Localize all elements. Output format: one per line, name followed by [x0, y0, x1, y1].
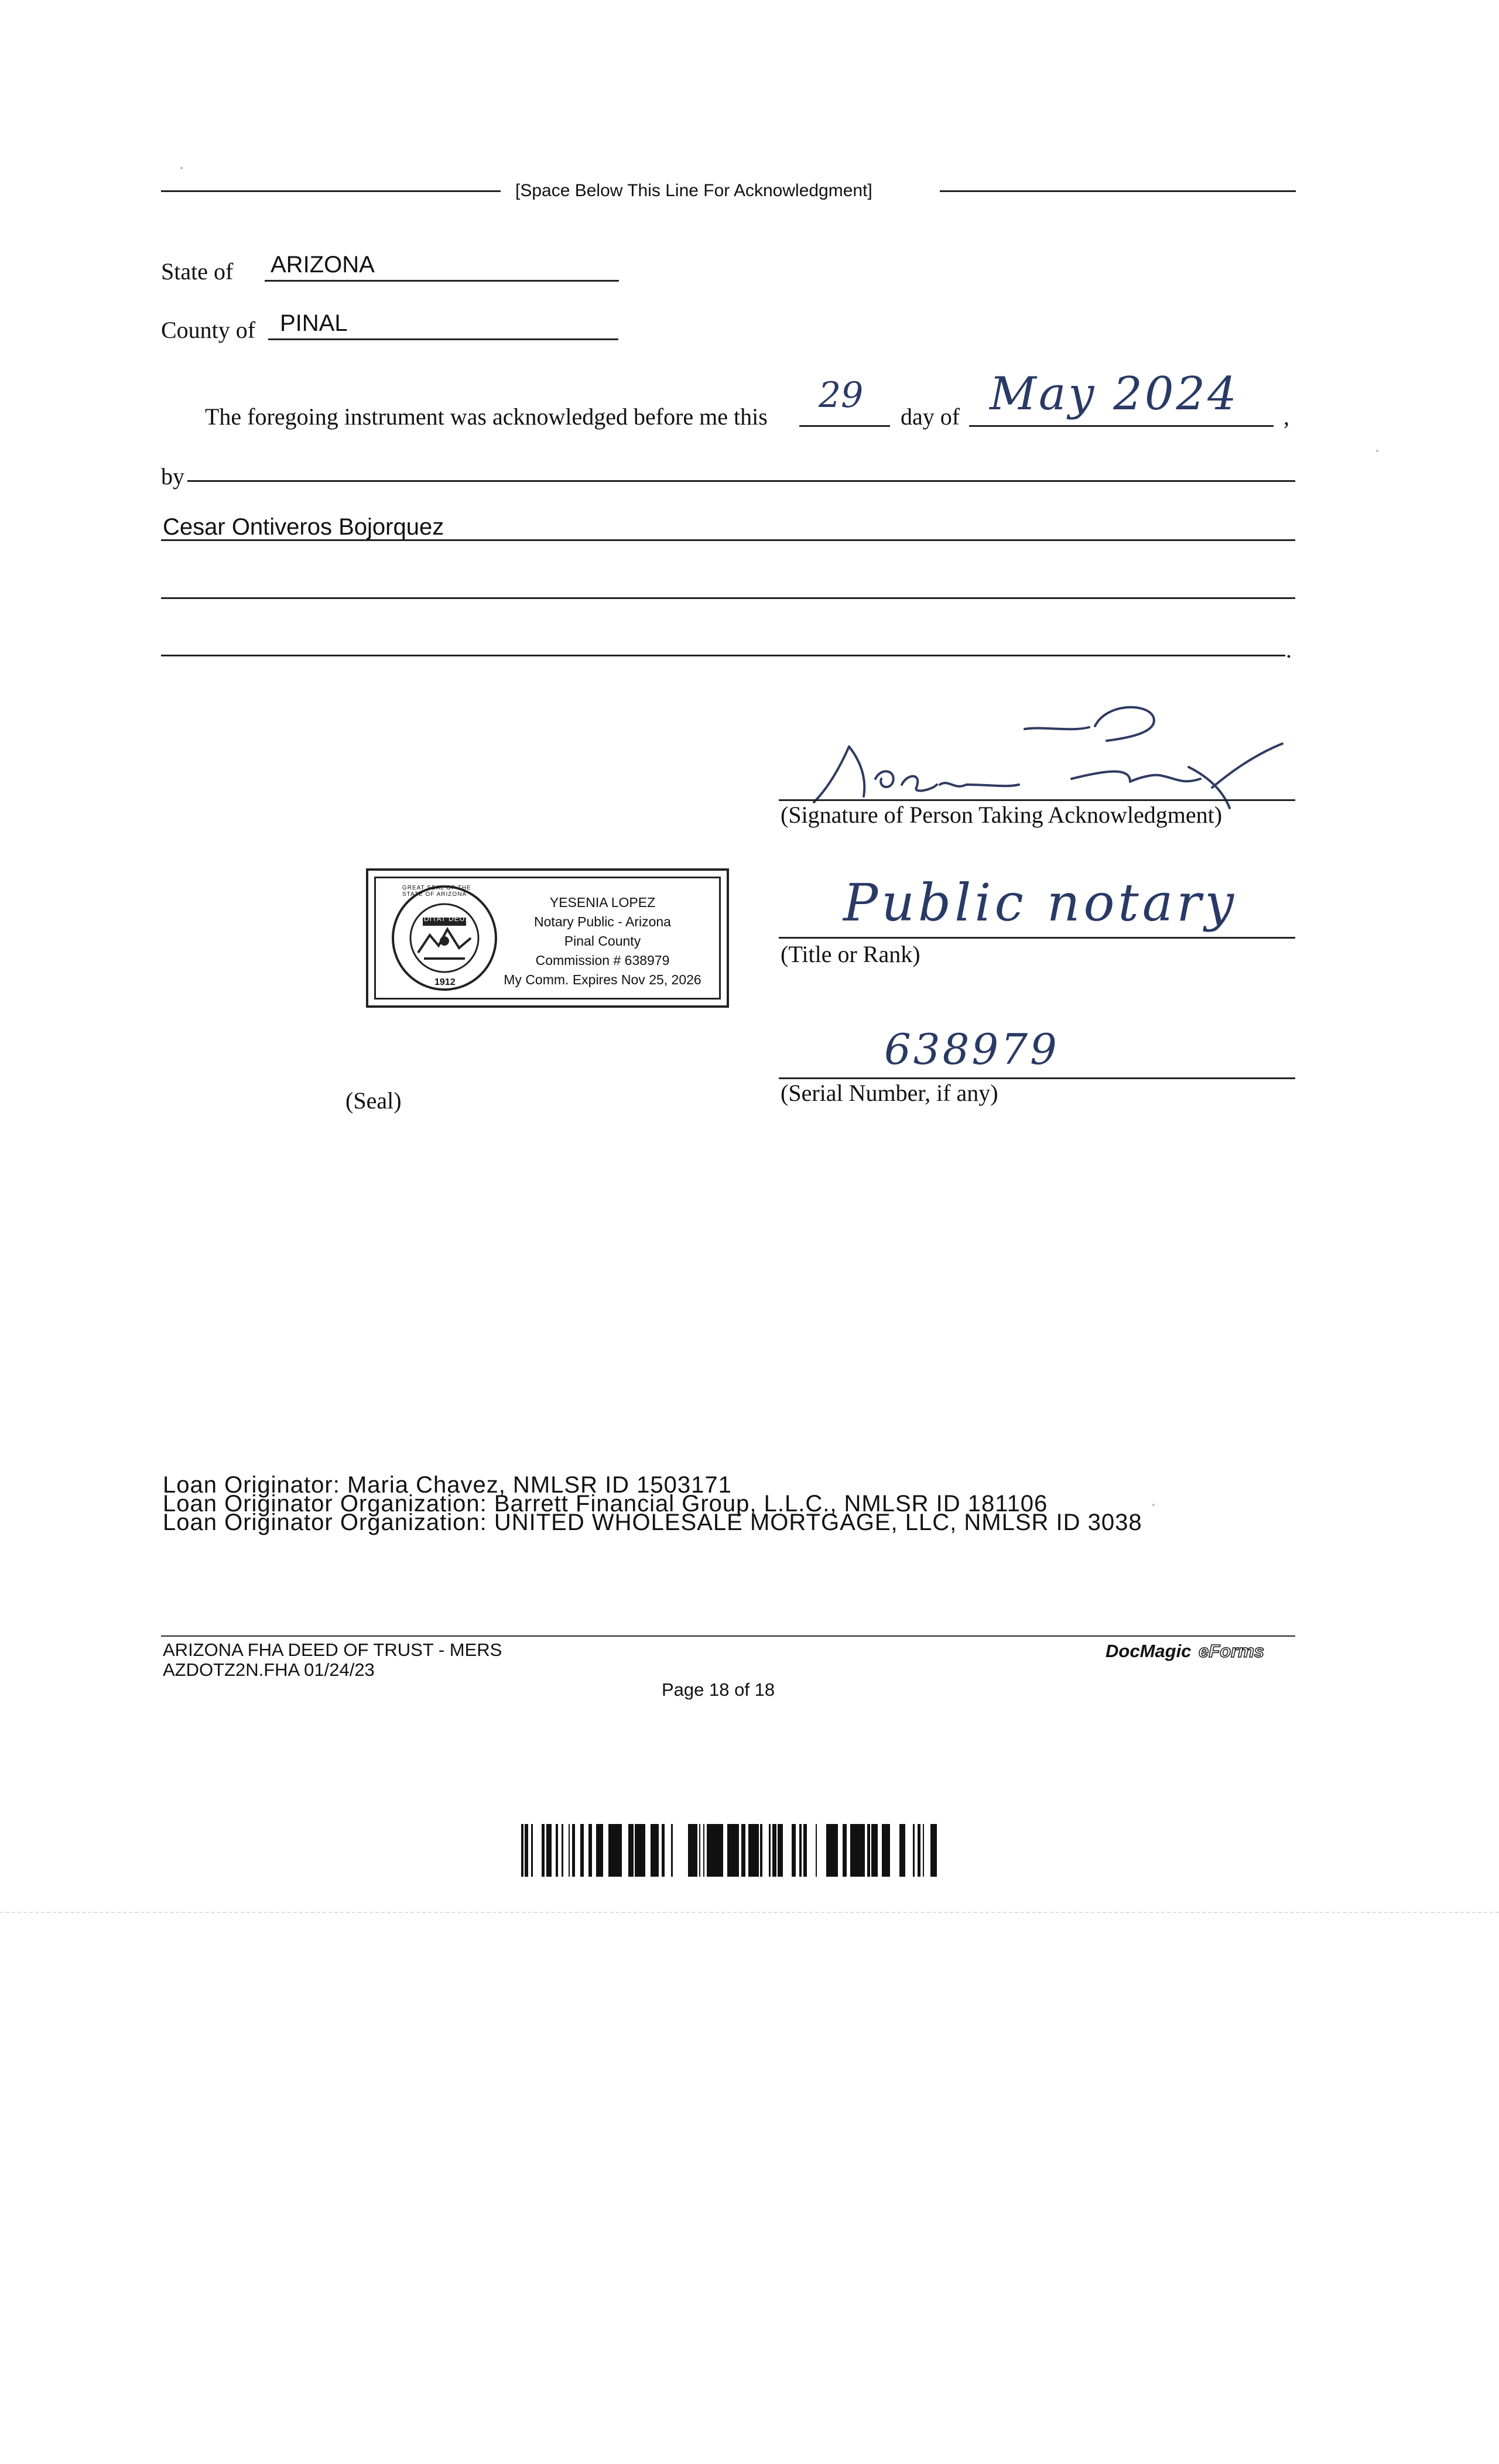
ack-comma: , — [1284, 403, 1289, 430]
barcode-bar — [867, 1824, 870, 1877]
barcode-bar — [608, 1824, 610, 1877]
barcode-bar — [772, 1824, 776, 1877]
barcode-bar — [875, 1824, 878, 1877]
title-caption: (Title or Rank) — [781, 941, 920, 967]
state-underline — [265, 280, 619, 282]
barcode-bar — [657, 1824, 659, 1877]
barcode-bar — [562, 1824, 563, 1877]
barcode-bar — [830, 1824, 831, 1877]
barcode-bar — [923, 1824, 924, 1877]
barcode-bar — [721, 1824, 723, 1877]
day-of-label: day of — [901, 403, 960, 430]
barcode-bar — [843, 1824, 844, 1877]
footer-brand-suffix: eForms — [1199, 1641, 1265, 1661]
barcode-bar — [831, 1824, 836, 1877]
serial-caption: (Serial Number, if any) — [781, 1080, 998, 1106]
county-label: County of — [161, 317, 256, 343]
barcode-bar — [521, 1824, 523, 1877]
barcode-bar — [884, 1824, 888, 1877]
stamp-notary-name: YESENIA LOPEZ — [549, 895, 656, 910]
barcode-bar — [703, 1824, 704, 1877]
barcode-bar — [854, 1824, 858, 1877]
footer-brand-name: DocMagic — [1106, 1641, 1192, 1661]
ack-divider-label: [Space Below This Line For Acknowledgment] — [515, 181, 872, 200]
day-handwritten: 29 — [819, 375, 864, 416]
barcode-bar — [580, 1824, 584, 1877]
barcode-bar — [525, 1824, 527, 1877]
barcode-bar — [689, 1824, 692, 1877]
notary-stamp — [366, 868, 729, 1008]
barcode-bar — [531, 1824, 533, 1877]
barcode-bar — [601, 1824, 603, 1877]
barcode-bar — [888, 1824, 890, 1877]
barcode-bar — [882, 1824, 884, 1877]
barcode-bar — [899, 1824, 902, 1877]
barcode-bar — [694, 1824, 697, 1877]
barcode-bar — [710, 1824, 713, 1877]
state-value: ARIZONA — [271, 252, 375, 278]
ack-divider-left — [161, 190, 501, 192]
barcode-bar — [844, 1824, 847, 1877]
month-year-handwritten: May 2024 — [990, 368, 1239, 420]
seal-label: (Seal) — [345, 1087, 402, 1114]
barcode-bar — [933, 1824, 937, 1877]
title-underline — [779, 937, 1295, 939]
barcode-bar — [546, 1824, 550, 1877]
barcode-bar — [662, 1824, 665, 1877]
barcode-bar — [572, 1824, 573, 1877]
blank-line-2 — [161, 655, 1285, 656]
barcode-bar — [902, 1824, 905, 1877]
barcode-bar — [779, 1824, 781, 1877]
month-underline — [969, 425, 1274, 427]
footer-brand — [1106, 1641, 1264, 1662]
seal-year: 1912 — [434, 977, 456, 987]
barcode-bar — [748, 1824, 752, 1877]
loan-originator-block — [163, 1472, 1142, 1535]
scan-edge-line — [0, 1912, 1499, 1913]
barcode-bar — [778, 1824, 779, 1877]
barcode-bar — [556, 1824, 558, 1877]
barcode-bar — [769, 1824, 771, 1877]
barcode-bar — [569, 1824, 570, 1877]
barcode-bar — [803, 1824, 805, 1877]
barcode-bar — [714, 1824, 717, 1877]
loan-originator-line-1: Loan Originator: Maria Chavez, NMLSR ID 1503171 — [163, 1472, 732, 1498]
barcode-bar — [913, 1824, 915, 1877]
barcode-bar — [805, 1824, 807, 1877]
barcode-bar — [639, 1824, 641, 1877]
name-underline — [161, 539, 1295, 541]
blank-line-period: . — [1286, 636, 1292, 663]
notary-signature-image — [779, 691, 1306, 814]
county-value: PINAL — [280, 310, 348, 336]
barcode-bar — [792, 1824, 796, 1877]
ack-divider-right — [940, 190, 1296, 192]
barcode-bar — [930, 1824, 933, 1877]
barcode-bar — [596, 1824, 598, 1877]
barcode-bar — [733, 1824, 736, 1877]
footer-form-code: AZDOTZ2N.FHA 01/24/23 — [163, 1659, 375, 1680]
acknowledged-person-name: Cesar Ontiveros Bojorquez — [163, 514, 444, 540]
barcode-bar — [688, 1824, 689, 1877]
county-underline — [268, 338, 618, 340]
barcode-bar — [727, 1824, 730, 1877]
barcode-bar — [638, 1824, 639, 1877]
stamp-commission: Commission # 638979 — [535, 953, 670, 968]
barcode-bar — [651, 1824, 654, 1877]
ack-sentence: The foregoing instrument was acknowledged before me this — [205, 403, 768, 430]
state-label: State of — [161, 258, 234, 285]
barcode-bar — [730, 1824, 733, 1877]
day-underline — [799, 425, 890, 427]
scan-artifact — [180, 167, 183, 169]
stamp-county: Pinal County — [564, 933, 641, 949]
barcode-bar — [741, 1824, 745, 1877]
signature-caption: (Signature of Person Taking Acknowledgment) — [781, 802, 1223, 828]
barcode-bar — [850, 1824, 854, 1877]
barcode-bar — [871, 1824, 875, 1877]
barcode-bar — [628, 1824, 632, 1877]
barcode-bar — [588, 1824, 592, 1877]
by-underline — [187, 480, 1295, 482]
serial-handwritten: 638979 — [884, 1025, 1059, 1074]
scan-artifact — [1152, 1504, 1155, 1506]
barcode-bar — [671, 1824, 673, 1877]
barcode-bar — [699, 1824, 700, 1877]
barcode-bar — [760, 1824, 762, 1877]
barcode-image — [521, 1824, 937, 1877]
barcode-bar — [614, 1824, 618, 1877]
barcode-bar — [527, 1824, 528, 1877]
barcode-bar — [861, 1824, 865, 1877]
barcode-bar — [717, 1824, 721, 1877]
barcode-bar — [836, 1824, 838, 1877]
barcode-bar — [550, 1824, 552, 1877]
barcode-bar — [860, 1824, 861, 1877]
by-label: by — [161, 463, 184, 490]
seal-motto: DITAT DEUS — [424, 915, 471, 923]
scan-artifact — [1376, 450, 1378, 452]
footer-form-title: ARIZONA FHA DEED OF TRUST - MERS — [163, 1640, 502, 1660]
loan-originator-line-3: Loan Originator Organization: UNITED WHOLESALE MORTGAGE, LLC, NMLSR ID 3038 — [163, 1510, 1142, 1535]
barcode-bar — [542, 1824, 545, 1877]
barcode-bar — [918, 1824, 920, 1877]
barcode-bar — [692, 1824, 694, 1877]
title-handwritten: Public notary — [843, 872, 1238, 933]
barcode-bar — [635, 1824, 638, 1877]
barcode-bar — [752, 1824, 755, 1877]
barcode-bar — [816, 1824, 817, 1877]
barcode-bar — [755, 1824, 759, 1877]
barcode-bar — [644, 1824, 645, 1877]
seal-ring-text: GREAT SEAL OF THE STATE OF ARIZONA — [402, 885, 471, 898]
barcode-bar — [799, 1824, 802, 1877]
stamp-text-block — [485, 893, 720, 990]
footer-page-number: Page 18 of 18 — [662, 1679, 775, 1700]
barcode-bar — [736, 1824, 739, 1877]
loan-originator-line-2: Loan Originator Organization: Barrett Financial Group, L.L.C., NMLSR ID 181106 — [163, 1491, 1048, 1517]
blank-line-1 — [161, 597, 1295, 599]
barcode-bar — [610, 1824, 614, 1877]
footer-divider — [161, 1635, 1295, 1637]
barcode-bar — [826, 1824, 830, 1877]
stamp-expiration: My Comm. Expires Nov 25, 2026 — [504, 972, 701, 987]
barcode-bar — [654, 1824, 657, 1877]
barcode-bar — [713, 1824, 714, 1877]
barcode-bar — [618, 1824, 622, 1877]
barcode-bar — [781, 1824, 783, 1877]
barcode-bar — [707, 1824, 710, 1877]
stamp-notary-title: Notary Public - Arizona — [534, 914, 671, 929]
barcode-bar — [573, 1824, 575, 1877]
barcode-bar — [598, 1824, 601, 1877]
barcode-bar — [858, 1824, 860, 1877]
barcode-bar — [632, 1824, 634, 1877]
barcode-bar — [641, 1824, 644, 1877]
